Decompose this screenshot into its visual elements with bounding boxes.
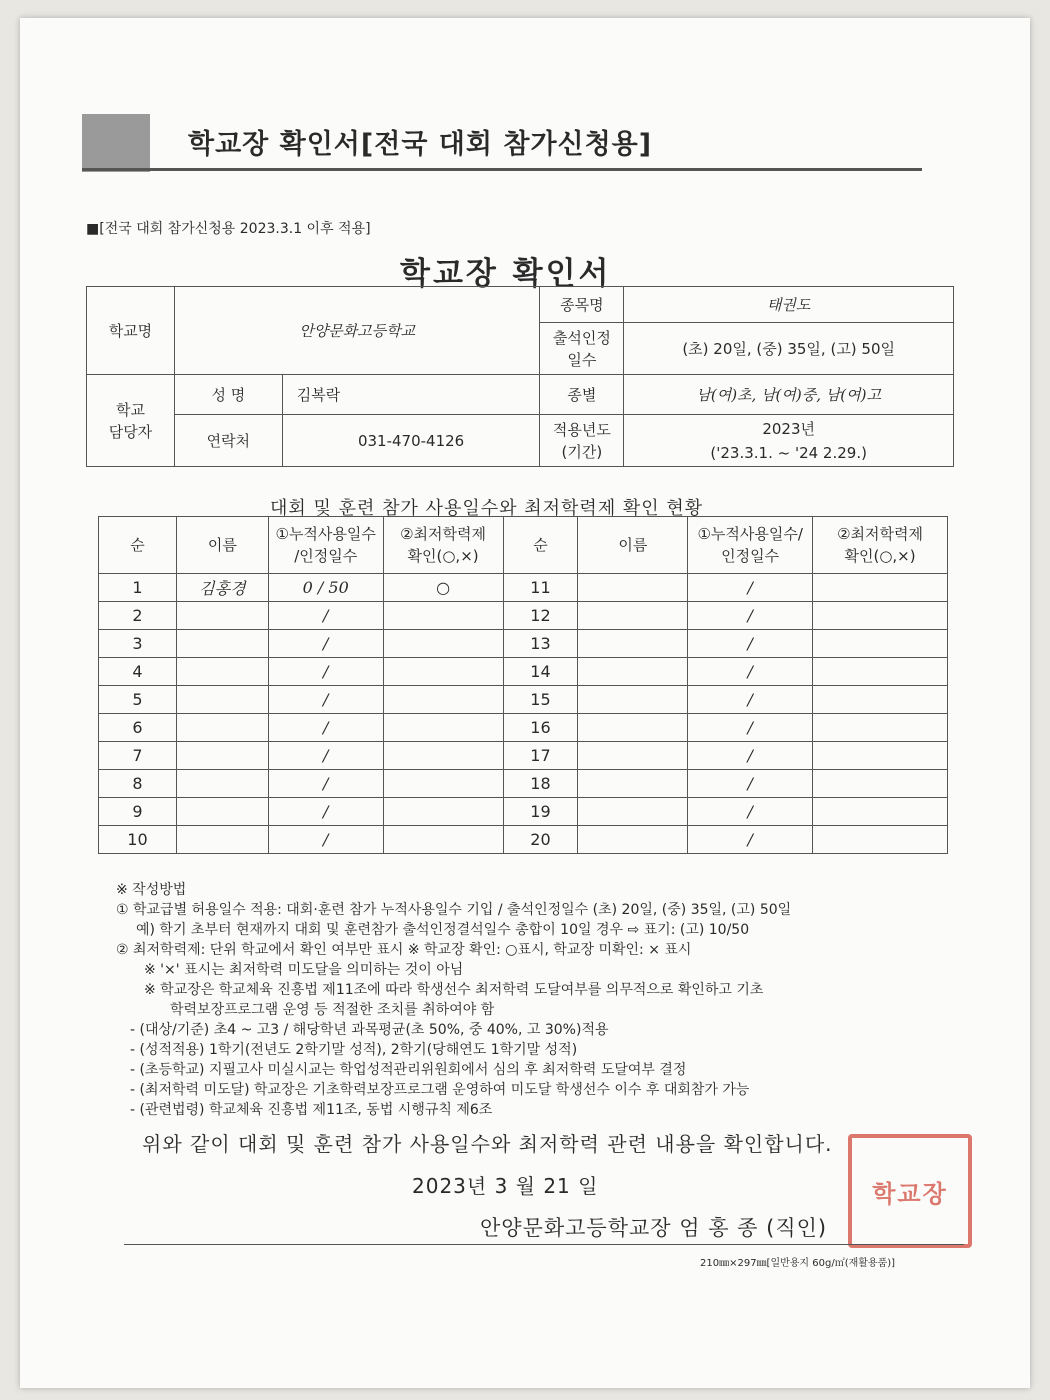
cell-name <box>176 630 268 658</box>
cell-days: / <box>268 630 383 658</box>
note-law: - (관련법령) 학교체육 진흥법 제11조, 동법 시행규칙 제6조 <box>130 1102 493 1118</box>
cell-days-right: / <box>688 630 813 658</box>
cell-name <box>176 826 268 854</box>
note-1-example: 예) 학기 초부터 현재까지 대회 및 훈련참가 출석인정결석일수 총합이 10일 경우 ⇨ 표기: (고) 10/50 <box>136 922 750 938</box>
event-label: 종목명 <box>540 287 624 323</box>
cell-no: 10 <box>99 826 177 854</box>
cell-no-right: 20 <box>503 826 578 854</box>
cell-no: 2 <box>99 602 177 630</box>
school-info-table <box>86 286 954 467</box>
usage-table-title: 대회 및 훈련 참가 사용일수와 최저학력제 확인 현황 <box>270 498 704 519</box>
name-label: 성 명 <box>174 375 282 415</box>
document-paper <box>20 18 1030 1388</box>
col-name: 이름 <box>176 517 268 574</box>
gender-value: 남(여)초, 남(여)중, 남(여)고 <box>624 375 954 415</box>
attendance-label: 출석인정 일수 <box>540 323 624 375</box>
confirmation-statement: 위와 같이 대회 및 훈련 참가 사용일수와 최저학력 관련 내용을 확인합니다. <box>142 1132 833 1156</box>
contact-label: 연락처 <box>174 415 282 467</box>
event-value: 태권도 <box>624 287 954 323</box>
usage-table <box>98 516 948 854</box>
header-rule <box>82 168 922 171</box>
cell-name <box>176 742 268 770</box>
cell-min <box>383 770 503 798</box>
year-value: 2023년 <box>762 419 815 438</box>
cell-min-right <box>813 658 948 686</box>
table-row <box>99 630 948 658</box>
contact-value: 031-470-4126 <box>282 415 540 467</box>
col-min-right: ②최저학력제 확인(○,×) <box>813 517 948 574</box>
note-elementary: - (초등학교) 지필고사 미실시교는 학업성적관리위원회에서 심의 후 최저학력 도달여부 결정 <box>130 1062 687 1078</box>
cell-min <box>383 826 503 854</box>
cell-min: ○ <box>383 574 503 602</box>
cell-days: / <box>268 742 383 770</box>
cell-no-right: 16 <box>503 714 578 742</box>
period-value: ('23.3.1. ~ '24 2.29.) <box>710 443 867 462</box>
cell-days-right: / <box>688 714 813 742</box>
cell-days-right: / <box>688 602 813 630</box>
year-cell <box>624 415 954 467</box>
cell-min-right <box>813 602 948 630</box>
cell-min <box>383 630 503 658</box>
note-target: - (대상/기준) 초4 ~ 고3 / 해당학년 과목평균(초 50%, 중 40%, 고 30%)적용 <box>130 1022 609 1038</box>
note-grades: - (성적적용) 1학기(전년도 2학기말 성적), 2학기(당해연도 1학기말 성적) <box>130 1042 578 1058</box>
cell-no-right: 18 <box>503 770 578 798</box>
cell-name-right <box>578 742 688 770</box>
note-2: ② 최저학력제: 단위 학교에서 확인 여부만 표시 ※ 학교장 확인: ○표시, 학교장 미확인: × 표시 <box>116 942 692 958</box>
col-name-right: 이름 <box>578 517 688 574</box>
cell-name <box>176 714 268 742</box>
issue-date: 2023년 3 월 21 일 <box>412 1174 599 1198</box>
cell-min-right <box>813 574 948 602</box>
cell-no: 7 <box>99 742 177 770</box>
table-row <box>99 770 948 798</box>
cell-days: / <box>268 658 383 686</box>
note-heading: ※ 작성방법 <box>116 882 187 898</box>
cell-name <box>176 798 268 826</box>
table-row <box>99 798 948 826</box>
school-value: 안양문화고등학교 <box>174 287 540 375</box>
cell-no: 8 <box>99 770 177 798</box>
school-label: 학교명 <box>87 287 175 375</box>
cell-days: 0 / 50 <box>268 574 383 602</box>
cell-no-right: 12 <box>503 602 578 630</box>
col-no-right: 순 <box>503 517 578 574</box>
cell-name-right <box>578 798 688 826</box>
cell-days-right: / <box>688 826 813 854</box>
cell-days: / <box>268 798 383 826</box>
cell-days-right: / <box>688 770 813 798</box>
cell-no-right: 19 <box>503 798 578 826</box>
cell-name-right <box>578 686 688 714</box>
col-days: ①누적사용일수 /인정일수 <box>268 517 383 574</box>
note-1: ① 학교급별 허용일수 적용: 대회·훈련 참가 누적사용일수 기입 / 출석인정일수 (초) 20일, (중) 35일, (고) 50일 <box>116 902 792 918</box>
cell-name-right <box>578 658 688 686</box>
cell-days-right: / <box>688 658 813 686</box>
table-row <box>99 742 948 770</box>
table-row <box>99 658 948 686</box>
cell-min <box>383 602 503 630</box>
cell-no-right: 17 <box>503 742 578 770</box>
header-gray-block <box>82 114 150 172</box>
cell-name <box>176 686 268 714</box>
cell-min-right <box>813 742 948 770</box>
cell-days: / <box>268 602 383 630</box>
paper-spec: 210㎜×297㎜[일반용지 60g/㎡(재활용품)] <box>700 1258 896 1269</box>
cell-name-right <box>578 630 688 658</box>
cell-days-right: / <box>688 686 813 714</box>
note-below-min: - (최저학력 미도달) 학교장은 기초학력보장프로그램 운영하여 미도달 학생선수 이수 후 대회참가 가능 <box>130 1082 750 1098</box>
cell-days: / <box>268 686 383 714</box>
manager-label: 학교 담당자 <box>87 375 175 467</box>
col-min: ②최저학력제 확인(○,×) <box>383 517 503 574</box>
cell-no: 3 <box>99 630 177 658</box>
cell-days: / <box>268 826 383 854</box>
cell-min <box>383 686 503 714</box>
cell-name-right <box>578 770 688 798</box>
cell-name <box>176 658 268 686</box>
cell-name-right <box>578 714 688 742</box>
note-2-b-cont: 학력보장프로그램 운영 등 적절한 조치를 취하여야 함 <box>170 1002 495 1018</box>
cell-no-right: 15 <box>503 686 578 714</box>
name-value: 김복락 <box>282 375 540 415</box>
table-row <box>99 574 948 602</box>
cell-no: 1 <box>99 574 177 602</box>
note-2-a: ※ '×' 표시는 최저학력 미도달을 의미하는 것이 아님 <box>144 962 464 978</box>
cell-min-right <box>813 630 948 658</box>
cell-no: 5 <box>99 686 177 714</box>
table-row <box>99 826 948 854</box>
principal-signature: 안양문화고등학교장 엄 홍 종 (직인) <box>480 1216 828 1240</box>
cell-min-right <box>813 770 948 798</box>
col-days-right: ①누적사용일수/ 인정일수 <box>688 517 813 574</box>
main-title: 학교장 확인서 <box>400 256 612 292</box>
gender-label: 종별 <box>540 375 624 415</box>
cell-min <box>383 714 503 742</box>
cell-name-right <box>578 826 688 854</box>
table-row <box>99 714 948 742</box>
cell-min-right <box>813 686 948 714</box>
cell-name <box>176 602 268 630</box>
header-title: 학교장 확인서[전국 대회 참가신청용] <box>188 129 653 160</box>
form-subtitle: ■[전국 대회 참가신청용 2023.3.1 이후 적용] <box>86 221 371 237</box>
col-no: 순 <box>99 517 177 574</box>
cell-min-right <box>813 714 948 742</box>
cell-no-right: 13 <box>503 630 578 658</box>
usage-table-header <box>99 517 948 574</box>
cell-no: 4 <box>99 658 177 686</box>
cell-no-right: 11 <box>503 574 578 602</box>
cell-name-right <box>578 602 688 630</box>
cell-no-right: 14 <box>503 658 578 686</box>
cell-min <box>383 798 503 826</box>
cell-days-right: / <box>688 742 813 770</box>
cell-no: 9 <box>99 798 177 826</box>
cell-days: / <box>268 770 383 798</box>
cell-min <box>383 742 503 770</box>
cell-days: / <box>268 714 383 742</box>
cell-name-right <box>578 574 688 602</box>
cell-min-right <box>813 798 948 826</box>
cell-min <box>383 658 503 686</box>
table-row <box>99 602 948 630</box>
cell-days-right: / <box>688 574 813 602</box>
year-label: 적용년도 (기간) <box>540 415 624 467</box>
note-2-b: ※ 학교장은 학교체육 진흥법 제11조에 따라 학생선수 최저학력 도달여부를 의무적으로 확인하고 기초 <box>144 982 764 998</box>
table-row <box>99 686 948 714</box>
footer-rule <box>124 1244 964 1245</box>
cell-name <box>176 770 268 798</box>
cell-days-right: / <box>688 798 813 826</box>
attendance-value: (초) 20일, (중) 35일, (고) 50일 <box>624 323 954 375</box>
writing-instructions <box>116 880 976 1120</box>
cell-name: 김홍경 <box>176 574 268 602</box>
cell-min-right <box>813 826 948 854</box>
official-seal: 학교장 <box>848 1134 972 1248</box>
cell-no: 6 <box>99 714 177 742</box>
